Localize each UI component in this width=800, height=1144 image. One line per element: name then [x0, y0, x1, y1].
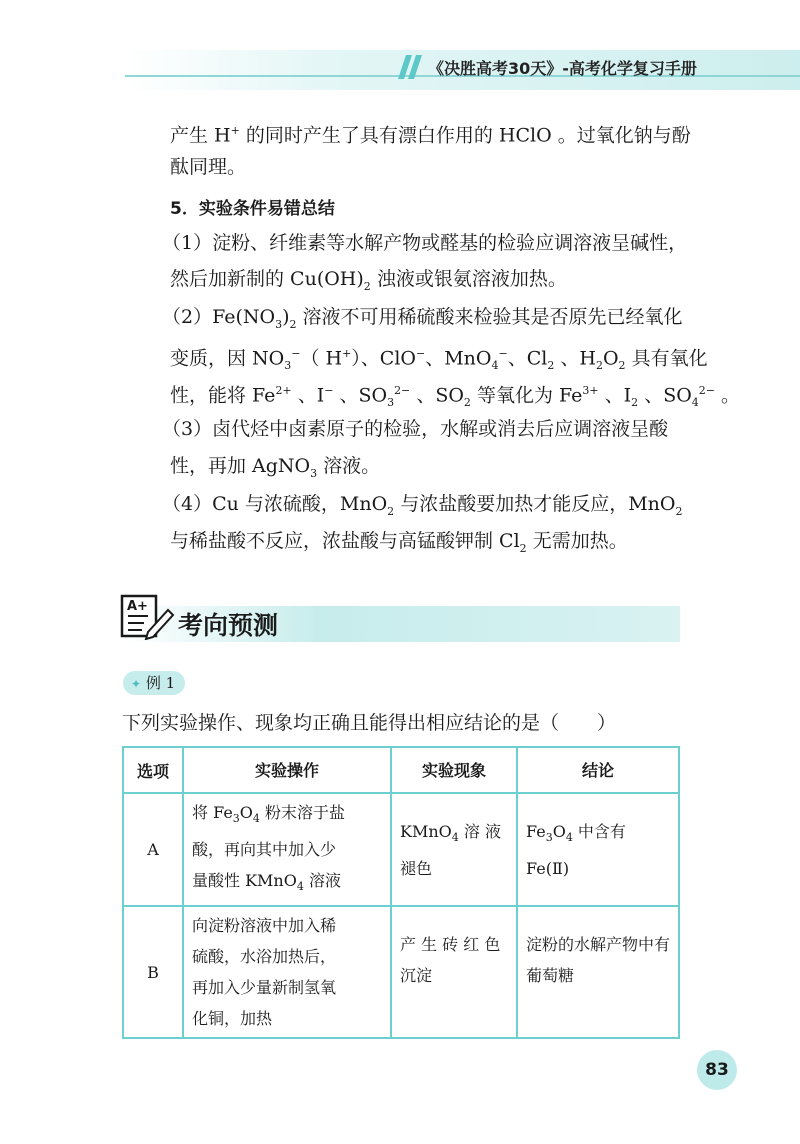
header-slash-icon — [398, 55, 426, 79]
item2-line1: $(2)Fe(NO_3)_2$ 溶液不可用稀硫酸来检验其是否原先已经氧化 — [162, 306, 683, 331]
section-heading: 5．实验条件易错总结 — [170, 199, 335, 219]
star-icon: ✦ — [131, 677, 142, 691]
item3-line1: （3）卤代烃中卤素原子的检验，水解或消去后应调溶液呈酸 — [162, 418, 669, 440]
header-title: 《决胜高考30天》-高考化学复习手册 — [428, 59, 697, 78]
item3-line2: 性，再加 AgNO$_3$ 溶液。 — [170, 455, 381, 480]
example-label: ✦ 例 1 — [123, 671, 185, 695]
table-row — [123, 906, 679, 1038]
page-number: 83 — [697, 1050, 737, 1090]
table-header-cell: 结论 — [517, 747, 679, 793]
item2-line2: 变质，因 $NO_3^-$（ H+）、ClO−、MnO$_4$−、$Cl_2$ 、$H_2O_2$ 具有氧化 — [170, 347, 708, 373]
conclusion-cell: $Fe_3O_4$ 中含有 Fe(Ⅱ) — [517, 793, 679, 906]
option-cell: B — [123, 906, 183, 1038]
operation-cell: 向淀粉溶液中加入稀 硫酸，水浴加热后， 再加入少量新制氢氧 化铜，加热 — [183, 906, 391, 1038]
item1-line1: （1）淀粉、纤维素等水解产物或醛基的检验应调溶液呈碱性， — [162, 232, 688, 254]
question-text: 下列实验操作、现象均正确且能得出相应结论的是（ ） — [122, 712, 617, 734]
item2-line3: 性，能将 $Fe^{2+}$ 、I− 、$SO_3^{2-}$ 、$SO_2$ 等氧化为 $Fe^{3+}$ 、$I_2$ 、$SO_4^{2-}$ 。 — [170, 384, 741, 410]
operation-cell: 将 $Fe_3O_4$ 粉末溶于盐 酸，再向其中加入少 量酸性 KMnO$_4$ 溶液 — [183, 793, 391, 906]
section-title: 考向预测 — [178, 611, 279, 640]
phenomenon-cell: 产 生 砖 红 色 沉淀 — [391, 906, 517, 1038]
options-table — [122, 746, 680, 1039]
table-header-row — [123, 747, 679, 793]
conclusion-cell: 淀粉的水解产物中有 葡萄糖 — [517, 906, 679, 1038]
item4-line1: （4）Cu 与浓硫酸，MnO$_2$ 与浓盐酸要加热才能反应，MnO$_2$ — [162, 493, 683, 518]
pen-document-icon — [118, 592, 176, 640]
phenomenon-cell: KMnO$_4$ 溶 液 褪色 — [391, 793, 517, 906]
table-header-cell: 实验现象 — [391, 747, 517, 793]
table-row — [123, 793, 679, 906]
svg-text:A+: A+ — [127, 599, 148, 614]
item1-line2: 然后加新制的 $Cu(OH)_2$ 浊液或银氨溶液加热。 — [170, 268, 567, 293]
item4-line2: 与稀盐酸不反应，浓盐酸与高锰酸钾制 $Cl_2$ 无需加热。 — [170, 530, 628, 555]
option-cell: A — [123, 793, 183, 906]
paragraph-line: 产生 H+ 的同时产生了具有漂白作用的 HClO 。过氧化钠与酚 — [170, 124, 691, 147]
paragraph-line: 酞同理。 — [170, 156, 247, 178]
table-header-cell: 实验操作 — [183, 747, 391, 793]
table-header-cell: 选项 — [123, 747, 183, 793]
